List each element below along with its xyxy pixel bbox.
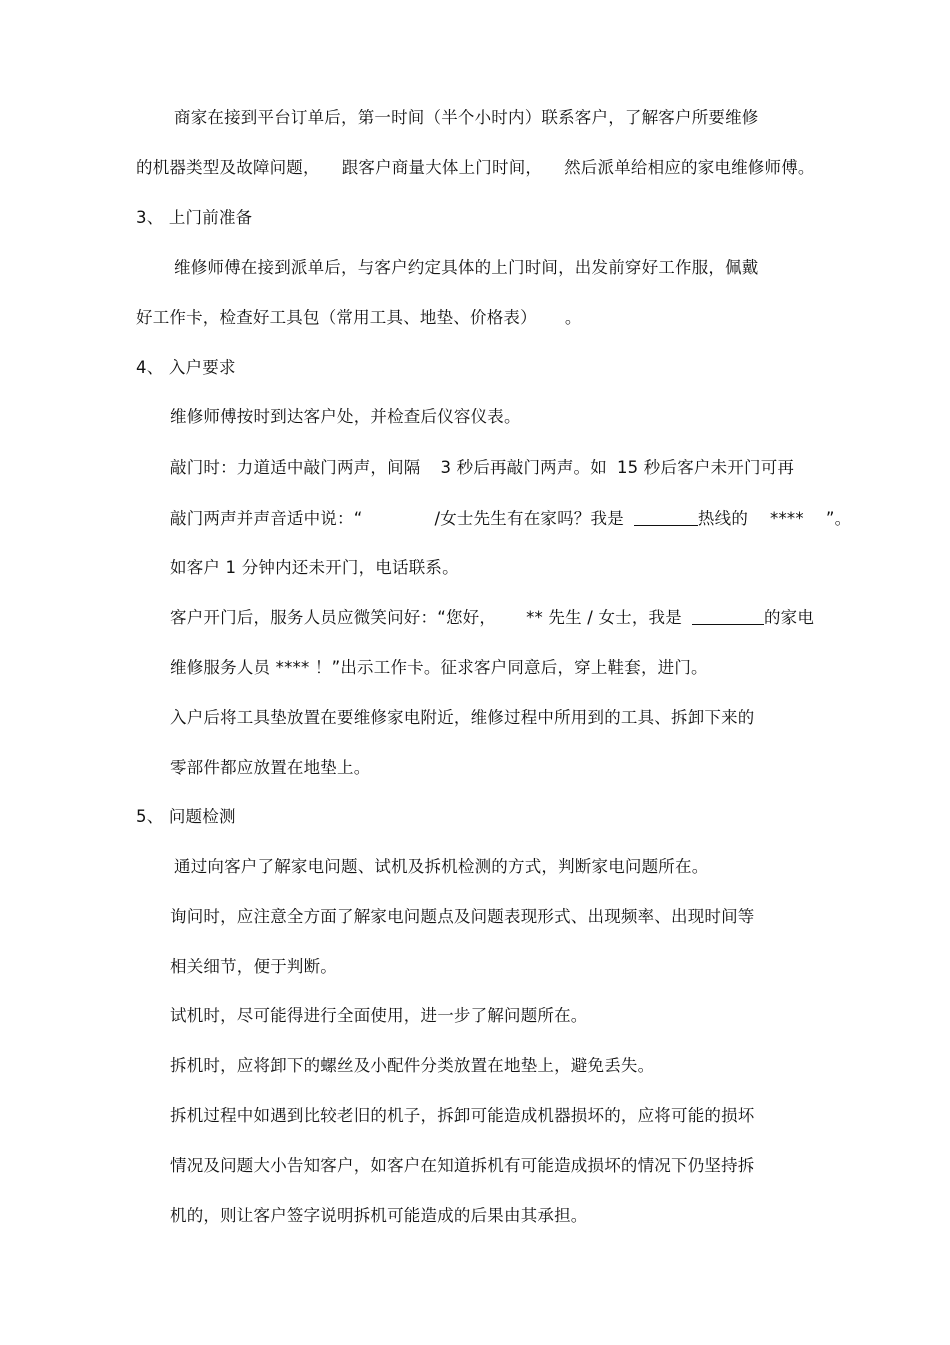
text-segment: 3 秒后再敲门两声。如 [440,458,607,477]
text-segment: 然后派单给相应的家电维修师傅。 [564,158,815,177]
section-heading: 3、 上门前准备 [136,208,253,227]
paragraph-line: 拆机时，应将卸下的螺丝及小配件分类放置在地垫上，避免丢失。 [170,1056,655,1075]
paragraph-line: 如客户 1 分钟内还未开门，电话联系。 [170,558,459,577]
text-segment: /女士先生有在家吗？我是 [434,509,624,528]
paragraph-line: 试机时，尽可能得进行全面使用，进一步了解问题所在。 [170,1006,588,1025]
section-heading: 5、 问题检测 [136,807,236,826]
paragraph-line: 拆机过程中如遇到比较老旧的机子，拆卸可能造成机器损坏的，应将可能的损坏 [170,1106,755,1125]
text-segment: 跟客户商量大体上门时间， [341,158,543,177]
paragraph-line: 机的，则让客户签字说明拆机可能造成的后果由其承担。 [170,1206,588,1225]
paragraph-line: 入户后将工具垫放置在要维修家电附近，维修过程中所用到的工具、拆卸下来的 [170,708,755,727]
paragraph-line [136,157,815,179]
paragraph-line [170,457,794,479]
text-segment: 。 [564,308,582,327]
paragraph-line: 商家在接到平台订单后，第一时间（半个小时内）联系客户，了解客户所要维修 [174,108,759,127]
paragraph-line: 通过向客户了解家电问题、试机及拆机检测的方式，判断家电问题所在。 [174,857,709,876]
paragraph-line: 维修师傅按时到达客户处，并检查后仪容仪表。 [170,407,521,426]
paragraph-line [170,508,851,530]
text-segment: 的家电 [763,608,815,627]
text-segment: 15 秒后客户未开门可再 [616,458,795,477]
text-segment: ** 先生 / 女士，我是 [526,608,682,627]
paragraph-line: 维修服务人员 **** ！”出示工作卡。征求客户同意后，穿上鞋套，进门。 [170,658,708,677]
text-segment: ”。 [825,509,852,528]
text-segment: 敲门时：力道适中敲门两声，间隔 [170,458,421,477]
text-segment: 热线的 [697,509,749,528]
text-segment: 敲门两声并声音适中说：“ [170,509,363,528]
paragraph-line [170,607,814,629]
fill-blank [634,509,698,526]
fill-blank [692,608,764,625]
paragraph-line: 询问时，应注意全方面了解家电问题点及问题表现形式、出现频率、出现时间等 [170,907,755,926]
text-segment: 客户开门后，服务人员应微笑问好：“您好， [170,608,497,627]
paragraph-line: 维修师傅在接到派单后，与客户约定具体的上门时间，出发前穿好工作服，佩戴 [174,258,759,277]
paragraph-line: 相关细节，便于判断。 [170,957,337,976]
section-heading: 4、 入户要求 [136,358,236,377]
paragraph-line: 零部件都应放置在地垫上。 [170,758,371,777]
paragraph-line [136,307,582,329]
text-segment: 好工作卡，检查好工具包（常用工具、地垫、价格表） [136,308,537,327]
text-segment: **** [770,509,804,528]
text-segment: 的机器类型及故障问题， [136,158,320,177]
paragraph-line: 情况及问题大小告知客户，如客户在知道拆机有可能造成损坏的情况下仍坚持拆 [170,1156,755,1175]
